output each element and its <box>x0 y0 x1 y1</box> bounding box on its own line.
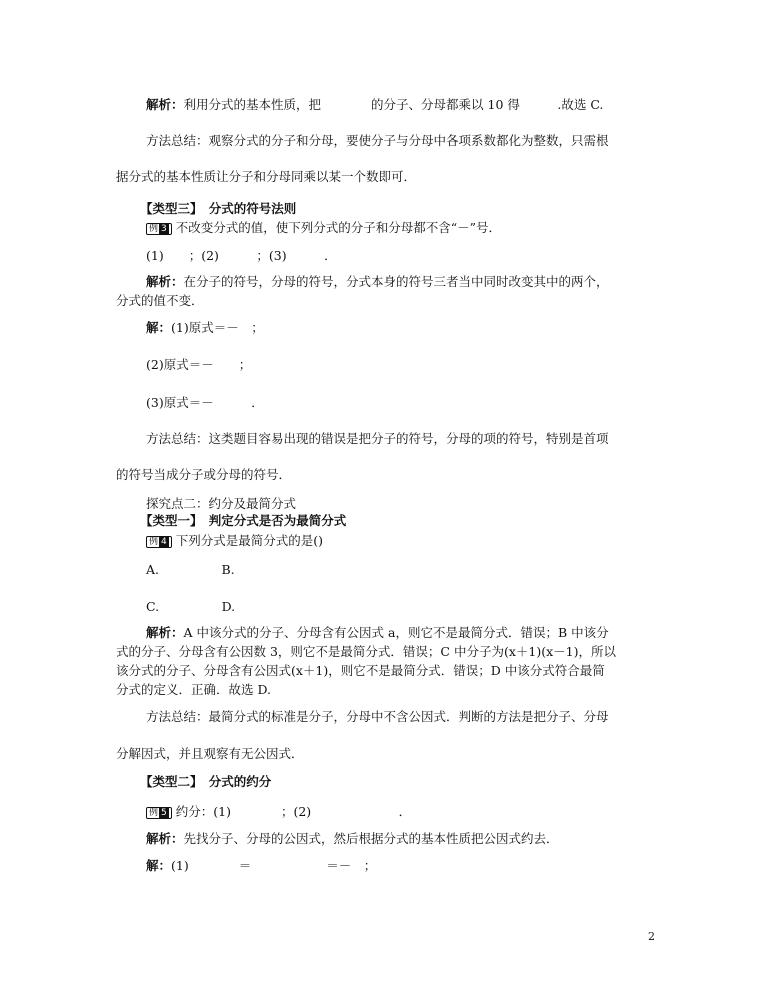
analysis-line: 解析：A 中该分式的分子、分母含有公因式 a，则它不是最简分式．错误；B 中该分 <box>146 625 609 640</box>
analysis-label: 解析： <box>146 831 184 846</box>
method-summary-line: 方法总结：这类题目容易出现的错误是把分子的符号，分母的项的符号，特别是首项 <box>146 431 609 446</box>
analysis-label: 解析： <box>146 274 184 289</box>
option-row: A. B. <box>146 562 235 577</box>
solution-line: 解：(1)原式＝－ ； <box>146 320 264 335</box>
solution-label: 解： <box>146 320 172 335</box>
example-badge: 例 3 <box>146 223 172 235</box>
analysis-line: 分式的定义．正确．故选 D. <box>116 682 272 697</box>
section-heading-type1: 【类型一】 判定分式是否为最简分式 <box>140 513 347 528</box>
example-3-question: 例 3 不改变分式的值，使下列分式的分子和分母都不含“－”号． <box>146 220 501 236</box>
analysis-label: 解析： <box>146 97 184 112</box>
example-badge: 例 4 <box>146 536 172 548</box>
page-number: 2 <box>648 930 655 943</box>
method-summary-line: 分解因式，并且观察有无公因式． <box>116 746 304 761</box>
section-heading-type3: 【类型三】 分式的符号法则 <box>140 201 297 216</box>
method-summary-line: 方法总结：最简分式的标准是分子，分母中不含公因式．判断的方法是把分子、分母 <box>146 709 609 724</box>
solution-line: 解：(1) ＝ ＝－ ； <box>146 858 377 873</box>
example-5-question: 例 5 约分：(1) ；(2) ． <box>146 804 411 820</box>
method-summary-line: 据分式的基本性质让分子和分母同乘以某一个数即可． <box>116 169 417 184</box>
section-heading-type2: 【类型二】 分式的约分 <box>140 774 272 789</box>
analysis-line: 解析：先找分子、分母的公因式，然后根据分式的基本性质把公因式约去． <box>146 831 559 846</box>
solution-label: 解： <box>146 858 172 873</box>
analysis-line: 式的分子、分母含有公因数 3，则它不是最简分式．错误；C 中分子为(x＋1)(x－1)，所以 <box>116 644 616 659</box>
method-summary-line: 的符号当成分子或分母的符号． <box>116 467 292 482</box>
analysis-line-1: 解析：利用分式的基本性质，把 的分子、分母都乘以 10 得 .故选 C. <box>146 97 604 112</box>
option-row: C. D. <box>146 599 236 614</box>
method-summary-line: 方法总结：观察分式的分子和分母，要使分子与分母中各项系数都化为整数，只需根 <box>146 133 609 148</box>
analysis-line: 该分式的分子、分母含有公因式(x＋1)，则它不是最简分式．错误；D 中该分式符合最简 <box>116 663 605 678</box>
example-4-question: 例 4 下列分式是最简分式的是() <box>146 533 323 549</box>
example-3-subitems: (1) ；(2) ；(3) ． <box>146 248 337 263</box>
analysis-line: 解析：在分子的符号，分母的符号，分式本身的符号三者当中同时改变其中的两个， <box>146 274 609 289</box>
analysis-label: 解析： <box>146 625 184 640</box>
example-badge: 例 5 <box>146 807 172 819</box>
solution-line: (2)原式＝－ ； <box>146 357 252 372</box>
solution-line: (3)原式＝－ ． <box>146 395 264 410</box>
exploration-point-heading: 探究点二：约分及最简分式 <box>146 496 297 511</box>
analysis-line: 分式的值不变． <box>116 293 204 308</box>
